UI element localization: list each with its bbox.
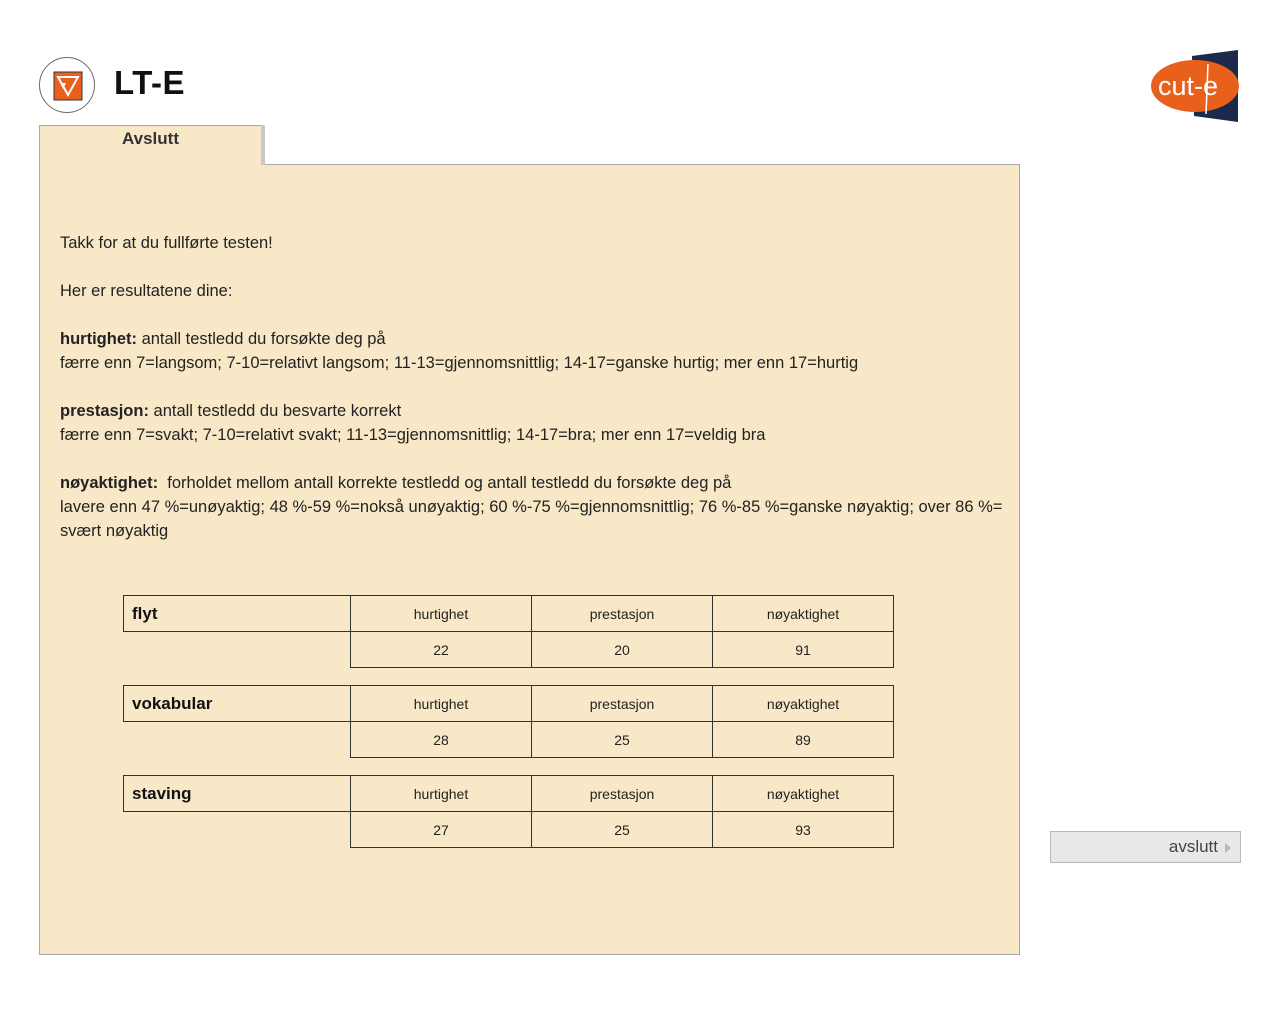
score-value: 25 xyxy=(532,722,713,758)
category-label: staving xyxy=(124,776,351,812)
score-value: 28 xyxy=(351,722,532,758)
results-panel xyxy=(39,164,1020,955)
column-header: nøyaktighet xyxy=(713,686,894,722)
category-label: vokabular xyxy=(124,686,351,722)
speed-def-text: antall testledd du forsøkte deg på xyxy=(141,330,386,348)
column-header: nøyaktighet xyxy=(713,596,894,632)
accuracy-scale-text: lavere enn 47 %=unøyaktig; 48 %-59 %=nokså unøyaktig; 60 %-75 %=gjennomsnittlig; 76 %-85 %=ganske nøyaktig; over 86 %= svært nøyaktig xyxy=(60,498,1003,540)
performance-term: prestasjon: xyxy=(60,402,149,420)
performance-definition xyxy=(60,399,1005,423)
exit-button-label: avslutt xyxy=(1168,837,1218,856)
app-logo-icon xyxy=(39,57,95,113)
category-label: flyt xyxy=(124,596,351,632)
column-header: hurtighet xyxy=(351,596,532,632)
column-header: nøyaktighet xyxy=(713,776,894,812)
svg-text:cut-e: cut-e xyxy=(1158,71,1219,101)
performance-scale-text: færre enn 7=svakt; 7-10=relativt svakt; 11-13=gjennomsnittlig; 14-17=bra; mer enn 17=veldig bra xyxy=(60,426,766,444)
arrow-right-icon xyxy=(1225,843,1231,853)
accuracy-def-text: forholdet mellom antall korrekte testledd og antall testledd du forsøkte deg på xyxy=(167,474,732,492)
score-value: 22 xyxy=(351,632,532,668)
results-table-vokabular xyxy=(123,685,894,758)
column-header: prestasjon xyxy=(532,776,713,812)
column-header: hurtighet xyxy=(351,776,532,812)
column-header: hurtighet xyxy=(351,686,532,722)
speed-term: hurtighet: xyxy=(60,330,137,348)
speed-scale-text: færre enn 7=langsom; 7-10=relativt langsom; 11-13=gjennomsnittlig; 14-17=ganske hurtig; mer enn 17=hurtig xyxy=(60,354,859,372)
score-value: 89 xyxy=(713,722,894,758)
results-table-flyt xyxy=(123,595,894,668)
app-title: LT-E xyxy=(114,64,186,101)
column-header: prestasjon xyxy=(532,596,713,632)
score-value: 20 xyxy=(532,632,713,668)
thanks-text: Takk for at du fullførte testen! xyxy=(60,234,273,252)
accuracy-definition xyxy=(60,471,1005,495)
speed-definition xyxy=(60,327,1005,351)
results-description xyxy=(60,231,1005,543)
results-intro-text: Her er resultatene dine: xyxy=(60,282,233,300)
score-value: 93 xyxy=(713,812,894,848)
brand-logo-icon xyxy=(1148,46,1244,131)
column-header: prestasjon xyxy=(532,686,713,722)
score-value: 27 xyxy=(351,812,532,848)
tab-avslutt[interactable]: Avslutt xyxy=(39,125,261,165)
accuracy-term: nøyaktighet: xyxy=(60,474,159,492)
performance-def-text: antall testledd du besvarte korrekt xyxy=(153,402,402,420)
results-table-staving xyxy=(123,775,894,848)
score-value: 25 xyxy=(532,812,713,848)
score-value: 91 xyxy=(713,632,894,668)
exit-button[interactable] xyxy=(1050,831,1241,863)
